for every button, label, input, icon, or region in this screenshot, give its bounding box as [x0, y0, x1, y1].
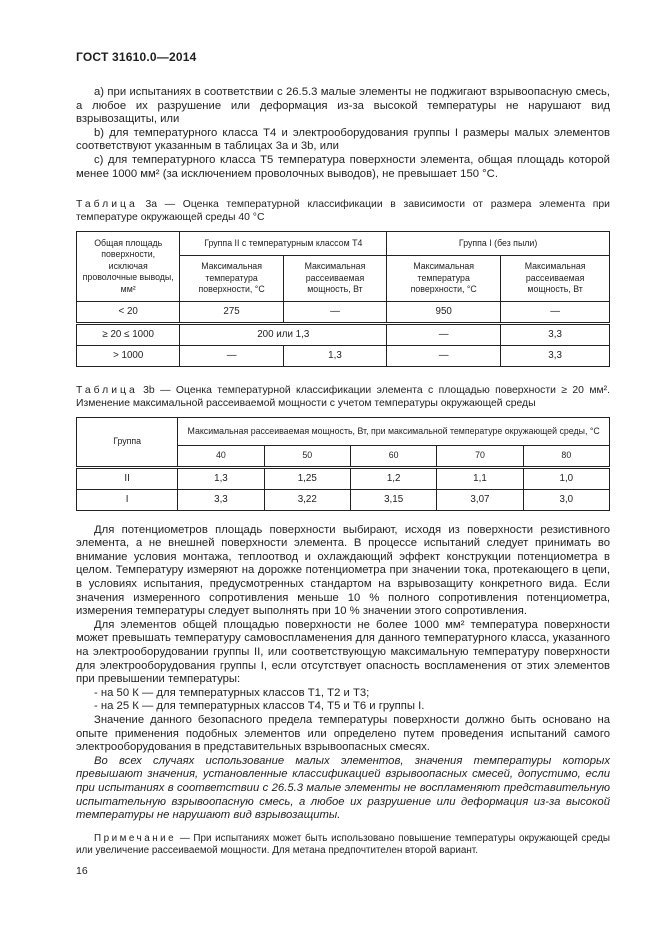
table-3b-caption: [76, 384, 610, 410]
body-paragraph-4-italic: Во всех случаях использование малых элементов, значения температуры которых превышают значения, установленные классификацией взрывоопасных смесей, допустимо, если при испытаниях в соответствии с 26.5.3 малые элементы не воспламеняют представительную испытательную взрывоопасную смесь, а любое их разрушение или деформация из-за высокой температуры не нарушают вид взрывозащиты.: [76, 754, 610, 822]
table-3b-caption-text: — Оценка температурной классификации элемента с площадью поверхности ≥ 20 мм². Изменение максимальной рассеиваемой мощности с учетом температуры окружающей среды: [76, 385, 610, 410]
table-cell: —: [180, 346, 283, 367]
note-label: Примечание: [94, 832, 177, 844]
table-3a-group-header-row: [77, 232, 610, 256]
table-3b-caption-label: Таблица: [76, 385, 138, 397]
table-cell: 1,3: [283, 346, 386, 367]
table-cell: 1,2: [350, 467, 436, 489]
table-3b-header-group: Группа: [77, 418, 178, 468]
table-3a-header-g1-temp: Максимальная температура поверхности, °С: [387, 256, 501, 302]
body-paragraph-2: Для элементов общей площадью поверхности не более 1000 мм² температура поверхности может превышать температуру самовоспламенения для данного температурного класса, указанного на электрооборудовании группы II, или соответствующую максимальную температуру поверхности для электрооборудования группы I, если отсутствует опасность воспламенения от этих элементов при превышении температуры:: [76, 618, 610, 686]
table-3a-header-g2-power: Максимальная рассеиваемая мощность, Вт: [283, 256, 386, 302]
table-row: [77, 302, 610, 324]
body-list-item-2: - на 25 К — для температурных классов Т4, Т5 и Т6 и группы I.: [94, 700, 425, 713]
table-cell: 1,0: [523, 467, 609, 489]
table-cell: 275: [180, 302, 283, 324]
table-3b-temp-80: 80: [523, 446, 609, 468]
table-3b-temp-40: 40: [178, 446, 264, 468]
body-paragraph-1: Для потенциометров площадь поверхности выбирают, исходя из поверхности резистивного элемента, а не внешней поверхности элемента. В процессе испытаний следует принимать во внимание условия монтажа, теплоотвод и охлаждающий эффект конструкции потенциометра в целом. Температуру измеряют на дорожке потенциометра при значении тока, протекающего в цепи, в условиях испытания, предусмотренных стандартом на взрывозащиту конкретного вида. Если значения измеренного сопротивления меньше 10 % полного сопротивления потенциометра, измерения температуры следует выполнять при 10 % значении этого сопротивления.: [76, 523, 610, 618]
note: [76, 833, 610, 858]
table-cell: 1,3: [178, 467, 264, 489]
table-row: [77, 324, 610, 346]
table-cell: —: [387, 324, 501, 346]
table-3a-header-g1-power: Максимальная рассеиваемая мощность, Вт: [501, 256, 610, 302]
table-3a: [76, 231, 610, 367]
list-item-b: b) для температурного класса Т4 и электрооборудования группы I размеры малых элементов соответствуют указанным в таблицах 3а и 3b, или: [76, 126, 610, 153]
table-cell: 3,15: [350, 489, 436, 510]
page-number: 16: [76, 864, 88, 877]
table-cell: 1,1: [437, 467, 523, 489]
table-cell: 950: [387, 302, 501, 324]
table-3a-header-group1: Группа I (без пыли): [387, 232, 610, 256]
table-cell: 3,0: [523, 489, 609, 510]
table-cell: ≥ 20 ≤ 1000: [77, 324, 180, 346]
body-paragraph-3: Значение данного безопасного предела температуры поверхности должно быть основано на опыте применения подобных элементов или определено путем проведения испытаний самого электрооборудования в представительных взрывоопасных смесях.: [76, 713, 610, 754]
table-3b-temp-70: 70: [437, 446, 523, 468]
table-cell: 3,3: [501, 346, 610, 367]
table-cell: II: [77, 467, 178, 489]
table-cell: —: [283, 302, 386, 324]
table-cell: < 20: [77, 302, 180, 324]
table-3b-temp-50: 50: [264, 446, 350, 468]
spacer: [76, 511, 610, 524]
table-row: [77, 489, 610, 510]
table-cell: 3,07: [437, 489, 523, 510]
table-3b-temp-60: 60: [350, 446, 436, 468]
table-3a-caption: [76, 198, 610, 224]
body-list-item-1: - на 50 К — для температурных классов Т1, Т2 и Т3;: [94, 686, 370, 699]
table-3a-header-group2: Группа II с температурным классом Т4: [180, 232, 387, 256]
note-text: — При испытаниях может быть использовано повышение температуры окружающей среды или увеличение рассеиваемой мощности. Для метана предпочтителен второй вариант.: [76, 832, 610, 857]
table-cell: 3,3: [501, 324, 610, 346]
table-row: [77, 346, 610, 367]
list-item-c: c) для температурного класса Т5 температура поверхности элемента, общая площадь которой менее 1000 мм² (за исключением проволочных выводов), не превышает 150 °С.: [76, 153, 610, 180]
table-3a-header-area: Общая площадь поверхности, исключая проволочные выводы, мм²: [77, 232, 180, 302]
page-content: [76, 50, 610, 877]
table-3b-caption-number: 3b: [143, 385, 155, 397]
table-cell: > 1000: [77, 346, 180, 367]
table-3a-caption-label: Таблица: [76, 199, 138, 211]
table-cell: 3,3: [178, 489, 264, 510]
table-3b-group-header-row: [77, 418, 610, 446]
table-cell: —: [501, 302, 610, 324]
table-3a-caption-text: — Оценка температурной классификации в зависимости от размера элемента при температуре окружающей среды 40 °С: [76, 199, 610, 224]
list-item-a: a) при испытаниях в соответствии с 26.5.3 малые элементы не поджигают взрывоопасную смесь, а любое их разрушение или деформация из-за высокой температуры не нарушают вид взрывозащиты, или: [76, 86, 610, 126]
table-cell: —: [387, 346, 501, 367]
table-3b-header-power: Максимальная рассеиваемая мощность, Вт, при максимальной температуре окружающей среды, °С: [178, 418, 610, 446]
table-row: [77, 467, 610, 489]
table-3a-caption-number: 3а: [145, 199, 157, 211]
table-cell: 1,25: [264, 467, 350, 489]
table-3b: [76, 417, 610, 511]
table-cell: I: [77, 489, 178, 510]
document-number: ГОСТ 31610.0—2014: [76, 50, 197, 64]
table-3a-header-g2-temp: Максимальная температура поверхности, °С: [180, 256, 283, 302]
table-cell: 200 или 1,3: [180, 324, 387, 346]
table-cell: 3,22: [264, 489, 350, 510]
